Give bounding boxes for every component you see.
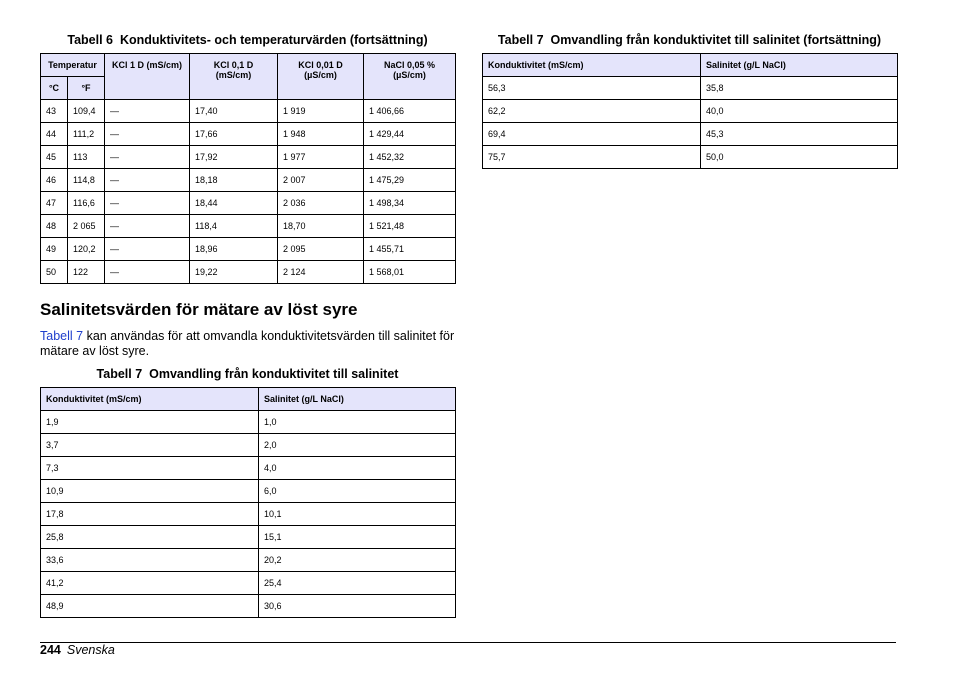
table-cell: 122 bbox=[68, 261, 105, 284]
table-cell: 18,96 bbox=[190, 238, 278, 261]
table7-row bbox=[41, 457, 456, 480]
header-celsius: °C bbox=[41, 77, 68, 100]
table-cell: 1 452,32 bbox=[364, 146, 456, 169]
table-cell: 1 455,71 bbox=[364, 238, 456, 261]
header-kcl001 bbox=[278, 54, 364, 100]
footer-language: Svenska bbox=[66, 643, 115, 657]
header-temperature: Temperatur bbox=[41, 54, 105, 77]
table6-row bbox=[41, 123, 456, 146]
table7-header-conductivity: Konduktivitet (mS/cm) bbox=[41, 388, 259, 411]
table7cont-caption-title: Omvandling från konduktivitet till salinitet (fortsättning) bbox=[550, 33, 882, 47]
table6-row bbox=[41, 146, 456, 169]
table-cell: 17,66 bbox=[190, 123, 278, 146]
table7-caption-title: Omvandling från konduktivitet till salinitet bbox=[149, 367, 399, 381]
table-cell: 120,2 bbox=[68, 238, 105, 261]
table7-row bbox=[41, 526, 456, 549]
header-kcl001-line2: (µS/cm) bbox=[304, 70, 337, 80]
table-cell: 47 bbox=[41, 192, 68, 215]
table-cell: 45 bbox=[41, 146, 68, 169]
table7cont-row bbox=[483, 123, 898, 146]
table7-row bbox=[41, 480, 456, 503]
table-cell: 1 429,44 bbox=[364, 123, 456, 146]
table-cell: — bbox=[105, 261, 190, 284]
table-cell: 25,4 bbox=[259, 572, 456, 595]
table-cell: 50,0 bbox=[701, 146, 898, 169]
section-heading: Salinitetsvärden för mätare av löst syre bbox=[40, 300, 358, 319]
table-cell: 1 948 bbox=[278, 123, 364, 146]
table7-row bbox=[41, 549, 456, 572]
table6-row bbox=[41, 215, 456, 238]
table-cell: 10,1 bbox=[259, 503, 456, 526]
table-cell: 2 065 bbox=[68, 215, 105, 238]
table-cell: 48,9 bbox=[41, 595, 259, 618]
table-cell: 2 007 bbox=[278, 169, 364, 192]
table7cont-header-conductivity: Konduktivitet (mS/cm) bbox=[483, 54, 701, 77]
table7cont-header-salinity: Salinitet (g/L NaCl) bbox=[701, 54, 898, 77]
table-cell: 49 bbox=[41, 238, 68, 261]
table7-row bbox=[41, 572, 456, 595]
table-cell: 1 568,01 bbox=[364, 261, 456, 284]
table7cont bbox=[482, 53, 898, 169]
table6-row bbox=[41, 261, 456, 284]
table-cell: 114,8 bbox=[68, 169, 105, 192]
table-cell: — bbox=[105, 100, 190, 123]
header-nacl-line2: (µS/cm) bbox=[393, 70, 426, 80]
table7cont-row bbox=[483, 146, 898, 169]
table-cell: 111,2 bbox=[68, 123, 105, 146]
table-cell: 19,22 bbox=[190, 261, 278, 284]
table-cell: 1,9 bbox=[41, 411, 259, 434]
table-cell: 1 521,48 bbox=[364, 215, 456, 238]
table-cell: 18,70 bbox=[278, 215, 364, 238]
table6-row bbox=[41, 100, 456, 123]
table6-row bbox=[41, 169, 456, 192]
table-cell: 30,6 bbox=[259, 595, 456, 618]
table-cell: 15,1 bbox=[259, 526, 456, 549]
table7-row bbox=[41, 411, 456, 434]
table7cont-caption-label: Tabell 7 bbox=[497, 33, 544, 47]
table6-row bbox=[41, 192, 456, 215]
table-cell: 109,4 bbox=[68, 100, 105, 123]
table-cell: 62,2 bbox=[483, 100, 701, 123]
header-kcl01 bbox=[190, 54, 278, 100]
table-cell: — bbox=[105, 146, 190, 169]
table-cell: 46 bbox=[41, 169, 68, 192]
table-cell: 50 bbox=[41, 261, 68, 284]
table6 bbox=[40, 53, 456, 284]
table-cell: 35,8 bbox=[701, 77, 898, 100]
table-cell: 118,4 bbox=[190, 215, 278, 238]
table6-caption bbox=[40, 33, 455, 47]
table-cell: 7,3 bbox=[41, 457, 259, 480]
table-cell: 44 bbox=[41, 123, 68, 146]
table6-caption-label: Tabell 6 bbox=[67, 33, 113, 47]
table-cell: 1 919 bbox=[278, 100, 364, 123]
table-cell: 2,0 bbox=[259, 434, 456, 457]
table-cell: 3,7 bbox=[41, 434, 259, 457]
table6-caption-title: Konduktivitets- och temperaturvärden (fortsättning) bbox=[119, 33, 428, 47]
header-kcl01-line2: (mS/cm) bbox=[215, 70, 252, 80]
table7cont-row bbox=[483, 77, 898, 100]
table-cell: 25,8 bbox=[41, 526, 259, 549]
table-cell: 18,44 bbox=[190, 192, 278, 215]
footer-divider bbox=[40, 642, 896, 643]
table-cell: 1,0 bbox=[259, 411, 456, 434]
header-fahrenheit: °F bbox=[68, 77, 105, 100]
table-cell: 2 124 bbox=[278, 261, 364, 284]
table-cell: 18,18 bbox=[190, 169, 278, 192]
table-cell: 2 095 bbox=[278, 238, 364, 261]
table-cell: 10,9 bbox=[41, 480, 259, 503]
table-cell: 4,0 bbox=[259, 457, 456, 480]
table7-row bbox=[41, 503, 456, 526]
table-cell: — bbox=[105, 238, 190, 261]
table-cell: 113 bbox=[68, 146, 105, 169]
table6-row bbox=[41, 238, 456, 261]
table7-link[interactable]: Tabell 7 bbox=[40, 329, 84, 343]
table-cell: 17,40 bbox=[190, 100, 278, 123]
paragraph-text: kan användas för att omvandla konduktivitetsvärden till salinitet för mätare av löst syre. bbox=[40, 329, 455, 358]
table7-header-salinity: Salinitet (g/L NaCl) bbox=[259, 388, 456, 411]
header-kcl1: KCl 1 D (mS/cm) bbox=[105, 54, 190, 100]
table-cell: 45,3 bbox=[701, 123, 898, 146]
table-cell: 1 406,66 bbox=[364, 100, 456, 123]
table-cell: 41,2 bbox=[41, 572, 259, 595]
header-kcl001-line1: KCl 0,01 D bbox=[298, 60, 343, 70]
table7 bbox=[40, 387, 456, 618]
table-cell: 1 475,29 bbox=[364, 169, 456, 192]
table-cell: 2 036 bbox=[278, 192, 364, 215]
table-cell: 20,2 bbox=[259, 549, 456, 572]
table-cell: 33,6 bbox=[41, 549, 259, 572]
table-cell: 17,8 bbox=[41, 503, 259, 526]
table7-row bbox=[41, 595, 456, 618]
table-cell: 1 498,34 bbox=[364, 192, 456, 215]
table7-caption-label: Tabell 7 bbox=[96, 367, 143, 381]
page-number: 244 bbox=[40, 643, 61, 657]
table7-row bbox=[41, 434, 456, 457]
table-cell: — bbox=[105, 169, 190, 192]
table-cell: 69,4 bbox=[483, 123, 701, 146]
section-paragraph bbox=[40, 329, 460, 359]
table-cell: — bbox=[105, 215, 190, 238]
footer bbox=[40, 643, 115, 657]
table-cell: 6,0 bbox=[259, 480, 456, 503]
table-cell: 116,6 bbox=[68, 192, 105, 215]
table7-caption bbox=[40, 367, 455, 381]
table7cont-caption bbox=[482, 33, 897, 47]
header-nacl-line1: NaCl 0,05 % bbox=[384, 60, 436, 70]
table-cell: 56,3 bbox=[483, 77, 701, 100]
header-kcl01-line1: KCl 0,1 D bbox=[213, 60, 254, 70]
table-cell: — bbox=[105, 123, 190, 146]
table-cell: 1 977 bbox=[278, 146, 364, 169]
table-cell: 40,0 bbox=[701, 100, 898, 123]
table-cell: 48 bbox=[41, 215, 68, 238]
table7cont-row bbox=[483, 100, 898, 123]
table-cell: — bbox=[105, 192, 190, 215]
table-cell: 17,92 bbox=[190, 146, 278, 169]
header-nacl bbox=[364, 54, 456, 100]
table-cell: 43 bbox=[41, 100, 68, 123]
table-cell: 75,7 bbox=[483, 146, 701, 169]
